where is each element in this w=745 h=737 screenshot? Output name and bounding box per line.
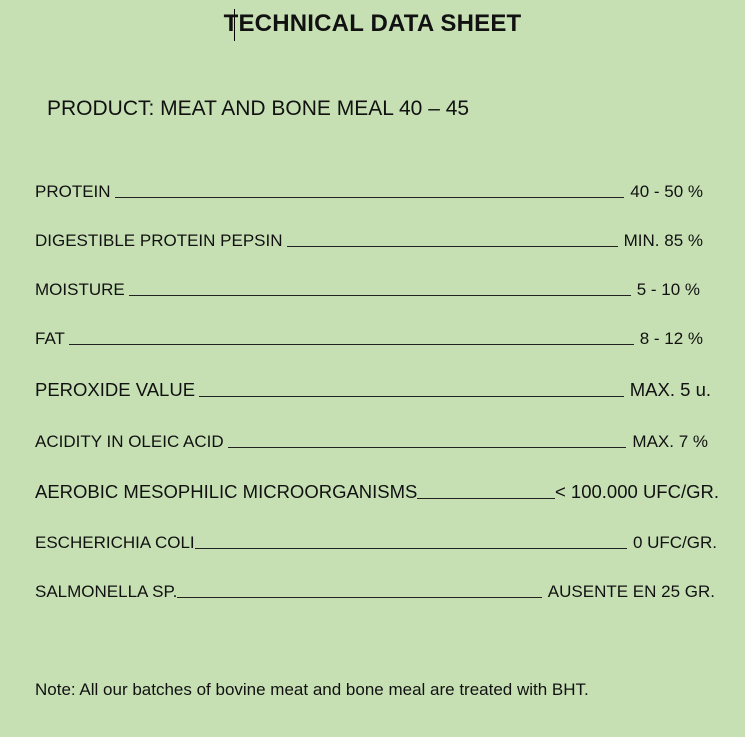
spec-value: MAX. 7 % — [632, 432, 708, 451]
spec-label: ESCHERICHIA COLI — [35, 533, 195, 552]
spec-row-peroxide-value — [35, 379, 711, 401]
leader-line — [69, 344, 634, 345]
spec-row-acidity — [35, 432, 708, 452]
spec-row-salmonella — [35, 582, 715, 602]
leader-line — [115, 197, 625, 198]
spec-value: 8 - 12 % — [639, 329, 703, 348]
spec-label: SALMONELLA SP. — [35, 582, 178, 601]
spec-row-protein — [35, 182, 703, 202]
spec-label: AEROBIC MESOPHILIC MICROORGANISMS — [35, 481, 418, 502]
spec-row-digestible-protein — [35, 231, 703, 251]
page-title: TECHNICAL DATA SHEET — [223, 10, 522, 37]
leader-line — [129, 295, 631, 296]
spec-label: ACIDITY IN OLEIC ACID — [35, 432, 224, 451]
spec-value: 0 UFC/GR. — [632, 533, 717, 552]
spec-row-aerobic-mesophilic — [35, 481, 719, 503]
spec-label: FAT — [35, 329, 65, 348]
footnote: Note: All our batches of bovine meat and bone meal are treated with BHT. — [35, 680, 589, 699]
leader-line — [417, 498, 555, 499]
spec-value: 5 - 10 % — [636, 280, 700, 299]
spec-value: AUSENTE EN 25 GR. — [547, 582, 715, 601]
spec-label: MOISTURE — [35, 280, 125, 299]
spec-row-moisture — [35, 280, 700, 300]
spec-row-fat — [35, 329, 703, 349]
spec-label: PROTEIN — [35, 182, 111, 201]
leader-line — [199, 396, 624, 397]
spec-label: DIGESTIBLE PROTEIN PEPSIN — [35, 231, 283, 250]
product-heading: PRODUCT: MEAT AND BONE MEAL 40 – 45 — [47, 97, 470, 120]
leader-line — [195, 548, 627, 549]
spec-row-escherichia-coli — [35, 533, 717, 553]
leader-line — [228, 447, 627, 448]
spec-label: PEROXIDE VALUE — [35, 379, 196, 400]
spec-value: < 100.000 UFC/GR. — [554, 481, 719, 502]
spec-value: MIN. 85 % — [623, 231, 703, 250]
spec-value: 40 - 50 % — [630, 182, 703, 201]
spec-value: MAX. 5 u. — [629, 379, 711, 400]
leader-line — [177, 597, 541, 598]
leader-line — [287, 246, 618, 247]
